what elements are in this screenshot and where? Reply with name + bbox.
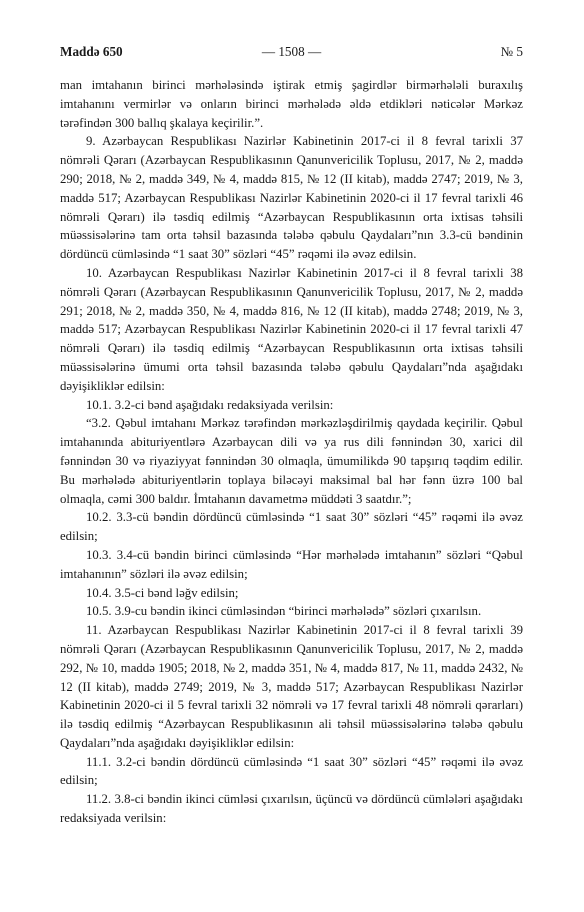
paragraph: “3.2. Qəbul imtahanı Mərkəz tərəfindən mərkəzləşdirilmiş qaydada keçirilir. Qəbul imtahanında abituriyentlərə Azərbaycan dili və ya rus dili fənnindən 30, xarici dil fənnindən 30 və riyaziyyat fənnindən 30 olmaqla, ümumilikdə 90 tapşırıq təqdim edilir. Bu mərhələdə abituriyentlərin toplaya biləcəyi maksimal bal hər fənn üzrə 100 bal olmaqla, cəmi 300 baldır. İmtahanın davametmə müddəti 3 saatdır.”; xyxy=(60,416,523,506)
paragraph: 10.4. 3.5-ci bənd ləğv edilsin; xyxy=(86,585,239,600)
paragraph: 11. Azərbaycan Respublikası Nazirlər Kabinetinin 2017-ci il 8 fevral tarixli 39 nömrəli Qərarı (Azərbaycan Respublikasının Qanunvericilik Toplusu, 2017, № 2, maddə 292, № 10, maddə 1905; 2018, № 2, maddə 351, № 4, maddə 817, № 11, maddə 2432, № 12 (II kitab), maddə 2749; 2019, № 3, maddə 517; Azərbaycan Respublikası Nazirlər Kabinetinin 2020-ci il 5 fevral tarixli 32 nömrəli və 17 fevral tarixli 48 nömrəli qərarları) ilə təsdiq edilmiş “Azərbaycan Respublikasının ali təhsil müəssisələrinə tələbə qəbulu Qaydaları”nda aşağıdakı dəyişikliklər edilsin: xyxy=(60,623,523,750)
paragraph: 9. Azərbaycan Respublikası Nazirlər Kabinetinin 2017-ci il 8 fevral tarixli 37 nömrəli Qərarı (Azərbaycan Respublikasının Qanunvericilik Toplusu, 2017, № 2, maddə 290; 2018, № 2, maddə 349, № 4, maddə 815, № 12 (II kitab), maddə 2747; 2019, № 3, maddə 517; Azərbaycan Respublikası Nazirlər Kabinetinin 2020-ci il 17 fevral tarixli 46 nömrəli Qərarı) ilə təsdiq edilmiş “Azərbaycan Respublikasının orta ixtisas təhsili müəssisələrinə tam orta təhsil bazasında tələbə qəbulu Qaydaları”nın 3.3-cü bəndinin dördüncü cümləsində “1 saat 30” sözləri “45” rəqəmi ilə əvəz edilsin. xyxy=(60,134,523,262)
paragraph: 10. Azərbaycan Respublikası Nazirlər Kabinetinin 2017-ci il 8 fevral tarixli 38 nömrəli Qərarı (Azərbaycan Respublikasının Qanunvericilik Toplusu, 2017, № 2, maddə 291; 2018, № 2, maddə 350, № 4, maddə 816, № 12 (II kitab), maddə 2748; 2019, № 3, maddə 517; Azərbaycan Respublikası Nazirlər Kabinetinin 2020-ci il 17 fevral tarixli 47 nömrəli Qərarı) ilə təsdiq edilmiş “Azərbaycan Respublikasının orta ixtisas təhsili müəssisələrinə ümumi orta təhsil bazasında tələbə qəbulu Qaydaları”nda aşağıdakı dəyişikliklər edilsin: xyxy=(60,265,523,393)
paragraph: 10.3. 3.4-cü bəndin birinci cümləsində “Hər mərhələdə imtahanın” sözləri “Qəbul imtahanının” sözləri ilə əvəz edilsin; xyxy=(60,547,523,581)
issue-number: № 5 xyxy=(500,44,523,59)
paragraph: 10.5. 3.9-cu bəndin ikinci cümləsindən “birinci mərhələdə” sözləri çıxarılsın. xyxy=(86,604,482,619)
paragraph: 11.1. 3.2-ci bəndin dördüncü cümləsində “1 saat 30” sözləri “45” rəqəmi ilə əvəz edilsin; xyxy=(60,754,523,788)
page-header xyxy=(60,36,523,58)
paragraph: 10.1. 3.2-ci bənd aşağıdakı redaksiyada verilsin: xyxy=(86,397,334,412)
paragraph: 10.2. 3.3-cü bəndin dördüncü cümləsində “1 saat 30” sözləri “45” rəqəmi ilə əvəz edilsin; xyxy=(60,510,523,544)
document-body xyxy=(60,76,523,828)
page-number: — 1508 — xyxy=(261,44,322,59)
paragraph: 11.2. 3.8-ci bəndin ikinci cümləsi çıxarılsın, üçüncü və dördüncü cümlələri aşağıdakı redaksiyada verilsin: xyxy=(60,792,523,826)
article-number: Maddə 650 xyxy=(60,44,123,59)
paragraph: man imtahanın birinci mərhələsində iştirak etmiş şagirdlər birmərhələli buraxılış imtahanını vermirlər və onların birinci mərhələdə əldə etdikləri nəticələr Mərkəz tərəfindən 300 ballıq şkalaya keçirilir.”. xyxy=(60,78,523,130)
